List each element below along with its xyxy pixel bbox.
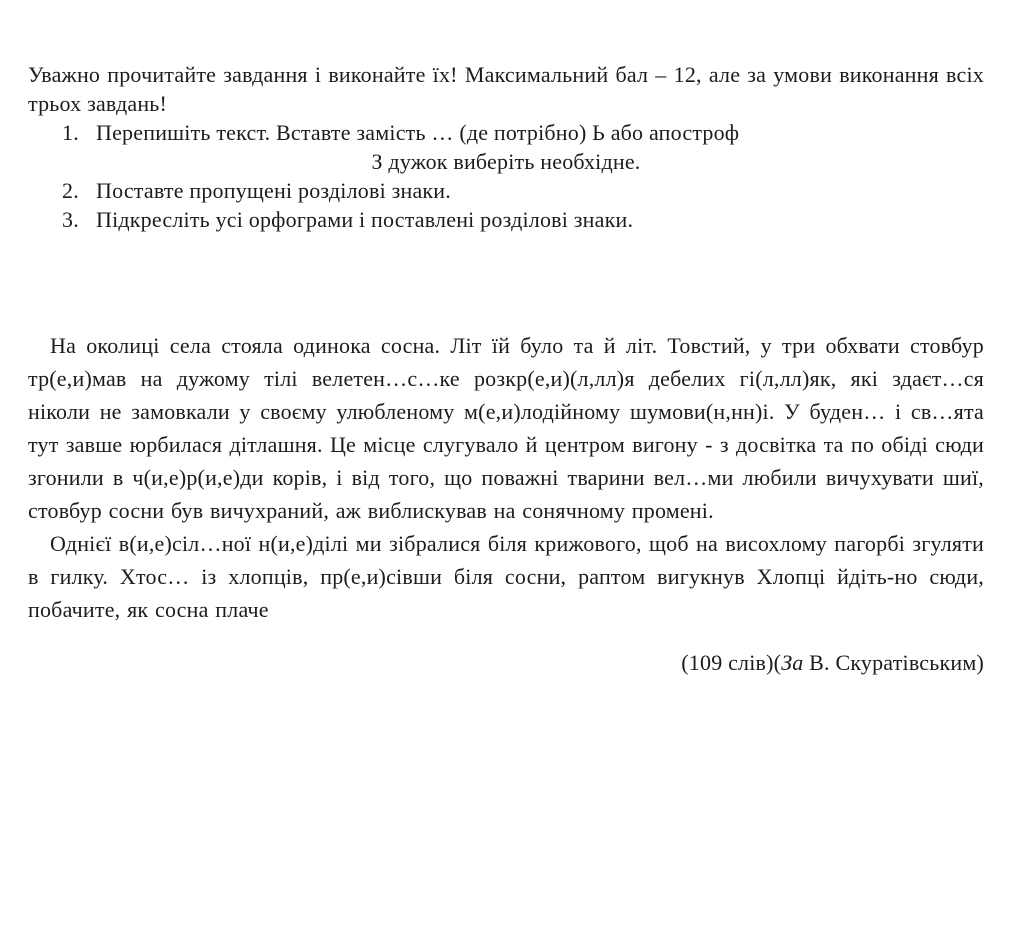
attribution-line: [28, 648, 984, 677]
task-number: 2.: [62, 178, 79, 203]
exercise-paragraph-1: На околиці села стояла одинока сосна. Літ їй було та й літ. Товстий, у три обхвати стовбур тр(е,и)мав на дужому тілі велетен…с…ке розкр(е,и)(л,лл)я дебелих гі(л,лл)як, які здаєт…ся ніколи не замовкали у своєму улюбленому м(е,и)лодійному шумови(н,нн)і. У буден… і св…ята тут завше юрбилася дітлашня. Це місце слугувало й центром вигону - з досвітка та по обіді сюди згонили в ч(и,е)р(и,е)ди корів, і від того, що поважні тварини вел…ми любили вичухувати шиї, стовбур сосни був вичухраний, аж виблискував на сонячному промені.: [28, 333, 984, 523]
exercise-paragraph-2: Однієї в(и,е)сіл…ної н(и,е)ділі ми зібралися біля крижового, щоб на висохлому пагорбі згуляти в гилку. Хтос… із хлопців, пр(е,и)сівши біля сосни, раптом вигукнув Хлопці йдіть-но сюди, побачите, як сосна плаче: [28, 531, 984, 622]
source-credit-rest: В. Скуратівським): [803, 650, 984, 675]
task-number: 3.: [62, 207, 79, 232]
task-list: [28, 118, 984, 234]
task-item-1: [28, 118, 984, 147]
instructions-header: Уважно прочитайте завдання і виконайте їх! Максимальний бал – 12, але за умови виконання всіх трьох завдань!: [28, 62, 984, 116]
task-text: Підкресліть усі орфограми і поставлені розділові знаки.: [96, 207, 634, 232]
word-count: (109 слів)(: [681, 650, 782, 675]
task-item-3: [28, 205, 984, 234]
source-credit-italic: За: [781, 650, 804, 675]
task-text: Перепишіть текст. Вставте замість … (де потрібно) Ь або апостроф: [96, 120, 740, 145]
exercise-text: [28, 329, 984, 626]
task-item-2: [28, 176, 984, 205]
task-text: Поставте пропущені розділові знаки.: [96, 178, 451, 203]
task-1-subline: З дужок виберіть необхідне.: [371, 149, 641, 174]
task-number: 1.: [62, 120, 79, 145]
